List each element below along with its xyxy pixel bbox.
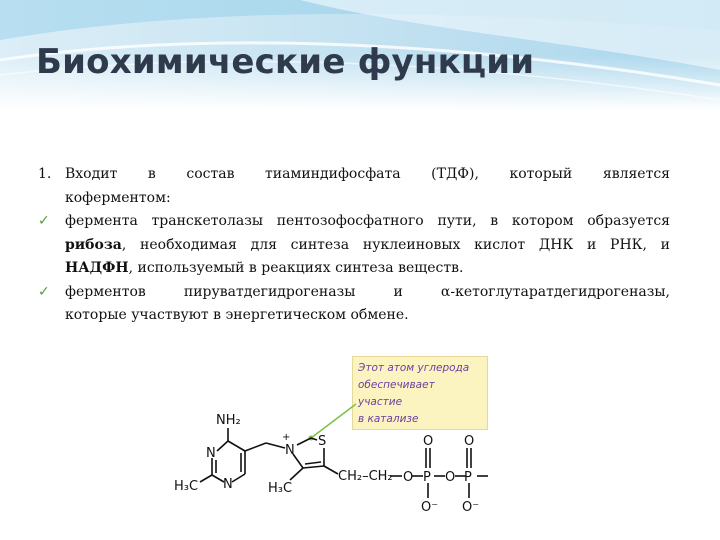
bullet-text-line: которые участвуют в энергетическом обмене. (65, 307, 409, 323)
o-minus-label: O⁻ (421, 500, 439, 515)
n-label: N (223, 477, 233, 492)
o-label: O (445, 470, 456, 485)
annotation-pointer (311, 404, 356, 438)
n-label: N (285, 443, 295, 458)
h3c-label: H₃C (174, 479, 199, 494)
o-label: O (423, 434, 434, 449)
item-text-line: Входит в состав тиаминдифосфата (ТДФ), который является (65, 166, 670, 182)
bold-term: НАДФН (65, 260, 129, 276)
s-label: S (318, 434, 327, 449)
o-label: O (403, 470, 414, 485)
p-label: P (423, 470, 431, 485)
checkmark-icon: ✓ (38, 283, 50, 300)
thiamine-diphosphate-structure (168, 348, 568, 536)
nh2-label: NH₂ (216, 413, 241, 428)
o-label: O (464, 434, 475, 449)
plus-charge: + (282, 432, 291, 443)
o-minus-label: O⁻ (462, 500, 480, 515)
thiazole-ring (290, 438, 338, 480)
p-label: P (464, 470, 472, 485)
bullet-text-line: НАДФН, используемый в реакциях синтеза веществ. (65, 260, 464, 276)
note-line: Этот атом углерода (358, 362, 470, 374)
item-text-line: коферментом: (65, 189, 171, 206)
slide-title: Биохимические функции (36, 42, 535, 82)
n-label: N (206, 446, 216, 461)
content-list (38, 163, 670, 328)
item-number: 1. (38, 166, 52, 182)
note-line: в катализе (358, 413, 419, 425)
bullet-item (38, 281, 670, 328)
bold-term: рибоза (65, 236, 122, 253)
bullet-text-line: рибоза, необходимая для синтеза нуклеиновых кислот ДНК и РНК, и (65, 236, 670, 253)
bullet-item (38, 210, 670, 281)
bullet-text-line: фермента транскетолазы пентозофосфатного пути, в котором образуется (65, 213, 670, 229)
note-line: обеспечивает участие (358, 379, 435, 408)
ch2-ch2-label: CH₂–CH₂ (338, 469, 393, 484)
checkmark-icon: ✓ (38, 213, 50, 229)
bullet-text-line: ферментов пируватдегидрогеназы и α-кетоглутаратдегидрогеназы, (65, 283, 670, 300)
h3c-label: H₃C (268, 481, 293, 496)
numbered-item (38, 163, 670, 210)
